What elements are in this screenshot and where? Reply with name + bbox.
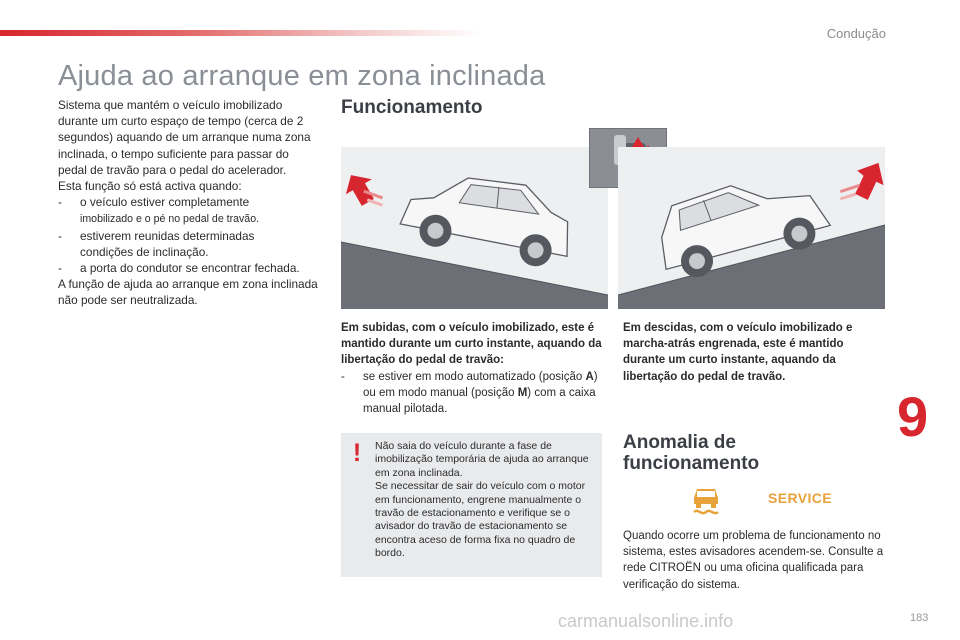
condition-dash: -	[58, 228, 62, 243]
condition-item	[58, 194, 320, 227]
intro-paragraph: Sistema que mantém o veículo imobilizado durante um curto espaço de tempo (cerca de 2 segundos) aquando de um arranque numa zona inclinada, o tempo suficiente para passar do pedal de travão para o pedal do acelerador.	[58, 98, 311, 177]
condition-text: imobilizado e o pé no pedal de travão.	[80, 213, 260, 226]
uphill-caption-lead: Em subidas, com o veículo imobilizado, este é mantido durante um curto instante, aquando da libertação do pedal de travão:	[341, 322, 602, 367]
uphill-mode-item	[341, 369, 611, 418]
downhill-illustration	[618, 147, 885, 309]
uphill-mode-text: se estiver em modo automatizado (posição	[363, 370, 586, 383]
intro-neutralize-note: A função de ajuda ao arranque em zona inclinada não pode ser neutralizada.	[58, 277, 318, 308]
service-lamp-label: SERVICE	[768, 490, 833, 506]
warning-text: Não saia do veículo durante a fase de imobilização temporária de ajuda ao arranque em zona inclinada.	[375, 440, 589, 479]
motion-arrow-icon	[341, 167, 383, 210]
anomalia-text: Quando ocorre um problema de funcionamento no sistema, estes avisadores acendem-se. Consulte a rede CITROËN ou uma oficina qualificada para verificação do sistema.	[623, 530, 884, 591]
position-a-label: A	[585, 370, 594, 383]
funcionamento-heading: Funcionamento	[341, 97, 483, 118]
uphill-mode-text: ) com a caixa manual pilotada.	[363, 386, 596, 416]
chapter-number: 9	[897, 385, 929, 448]
anomalia-heading: Anomalia de funcionamento	[623, 432, 760, 474]
page-title: Ajuda ao arranque em zona inclinada	[58, 60, 546, 92]
page-number: 183	[910, 612, 929, 624]
warning-text: Se necessitar de sair do veículo com o motor em funcionamento, engrene manualmente o travão de estacionamento e verifique se o avisador do travão de estacionamento se encontra aceso de forma fixa no quadro de bordo.	[375, 480, 586, 560]
downhill-car-diagram	[618, 147, 885, 309]
uphill-car-diagram	[341, 147, 608, 309]
condition-text: a porta do condutor se encontrar fechada.	[80, 261, 300, 276]
condition-dash: -	[58, 195, 62, 210]
condition-item	[58, 260, 320, 276]
watermark: carmanualsonline.info	[558, 611, 734, 631]
position-m-label: M	[517, 386, 528, 399]
slope-shape	[341, 242, 608, 309]
intro-block	[58, 97, 320, 309]
car-shape	[397, 163, 579, 272]
condition-item	[58, 228, 320, 260]
condition-text: o veículo estiver completamente	[80, 195, 250, 210]
uphill-illustration	[341, 147, 608, 309]
downhill-caption-lead: Em descidas, com o veículo imobilizado e marcha-atrás engrenada, este é mantido durante um curto instante, aquando da libertação do pedal de travão.	[623, 322, 853, 383]
downhill-caption	[623, 320, 885, 385]
skidding-car-icon	[688, 480, 724, 516]
condition-dash: -	[58, 261, 62, 276]
condition-text: estiverem reunidas determinadas	[80, 228, 255, 243]
section-label: Condução	[826, 26, 886, 41]
uphill-caption	[341, 320, 611, 417]
warning-box	[341, 433, 602, 577]
exclamation-icon: !	[352, 439, 362, 467]
condition-text: condições de inclinação.	[80, 244, 209, 259]
uphill-mode-text: ) ou em modo manual (posição	[363, 370, 598, 399]
uphill-dash: -	[341, 370, 345, 383]
motion-arrow-icon	[840, 156, 885, 203]
intro-condition-lead: Esta função só está activa quando:	[58, 179, 242, 194]
header-accent-bar	[0, 30, 480, 36]
